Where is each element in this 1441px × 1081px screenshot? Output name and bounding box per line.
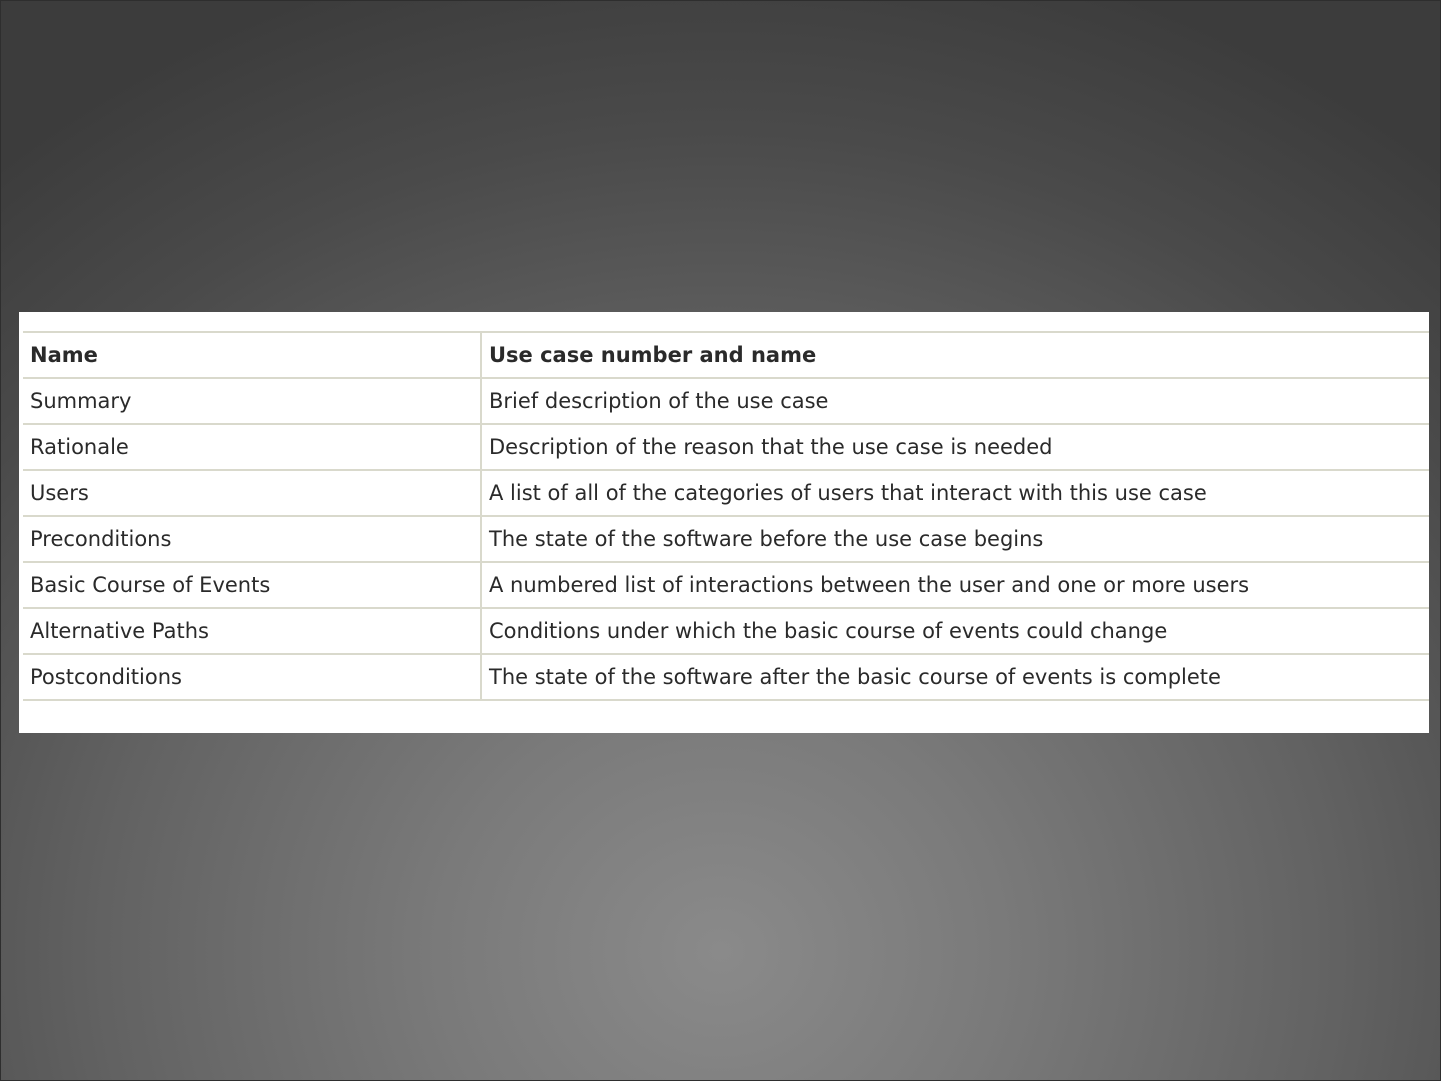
description-cell: Description of the reason that the use case is needed	[481, 424, 1429, 470]
table-row	[23, 608, 1429, 654]
table-row	[23, 470, 1429, 516]
use-case-template-table	[23, 331, 1429, 701]
table-panel	[19, 312, 1429, 733]
description-cell: Conditions under which the basic course of events could change	[481, 608, 1429, 654]
table-row	[23, 424, 1429, 470]
description-cell: A list of all of the categories of users that interact with this use case	[481, 470, 1429, 516]
description-cell: The state of the software before the use case begins	[481, 516, 1429, 562]
field-cell: Summary	[23, 378, 481, 424]
description-cell: Brief description of the use case	[481, 378, 1429, 424]
field-cell: Alternative Paths	[23, 608, 481, 654]
field-cell: Rationale	[23, 424, 481, 470]
table-row	[23, 562, 1429, 608]
header-field-cell: Name	[23, 332, 481, 378]
header-description-cell: Use case number and name	[481, 332, 1429, 378]
table-header-row	[23, 332, 1429, 378]
field-cell: Preconditions	[23, 516, 481, 562]
description-cell: A numbered list of interactions between the user and one or more users	[481, 562, 1429, 608]
table-row	[23, 516, 1429, 562]
table-row	[23, 378, 1429, 424]
field-cell: Postconditions	[23, 654, 481, 700]
description-cell: The state of the software after the basic course of events is complete	[481, 654, 1429, 700]
field-cell: Users	[23, 470, 481, 516]
table-row	[23, 654, 1429, 700]
field-cell: Basic Course of Events	[23, 562, 481, 608]
